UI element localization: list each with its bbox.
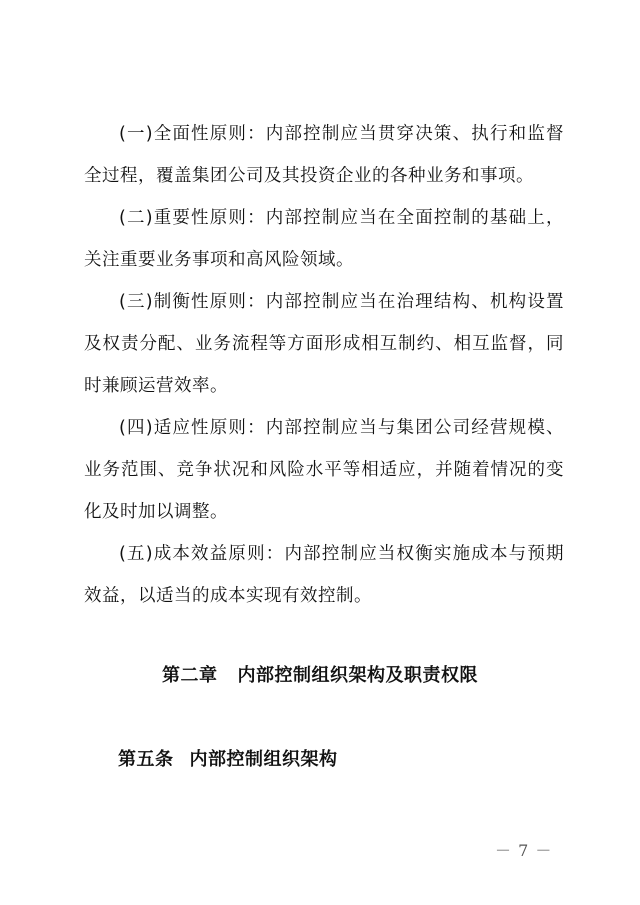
principle-importance: (二)重要性原则：内部控制应当在全面控制的基础上，关注重要业务事项和高风险领域。 [84,208,564,270]
chapter-number: 第二章 [162,665,218,686]
principle-comprehensiveness: (一)全面性原则：内部控制应当贯穿决策、执行和监督全过程，覆盖集团公司及其投资企业的各种业务和事项。 [84,124,564,186]
chapter-heading [0,661,640,691]
article-number: 第五条 [118,749,174,770]
principle-checks-and-balances: (三)制衡性原则：内部控制应当在治理结构、机构设置及权责分配、业务流程等方面形成相互制约、相互监督，同时兼顾运营效率。 [84,292,564,396]
article-heading [118,745,338,775]
principle-cost-benefit: (五)成本效益原则：内部控制应当权衡实施成本与预期效益，以适当的成本实现有效控制。 [84,544,564,606]
principle-adaptability: (四)适应性原则：内部控制应当与集团公司经营规模、业务范围、竞争状况和风险水平等相适应，并随着情况的变化及时加以调整。 [84,418,564,522]
page-number: － 7 － [495,841,553,860]
chapter-title: 内部控制组织架构及职责权限 [237,665,478,686]
article-title: 内部控制组织架构 [189,749,338,770]
